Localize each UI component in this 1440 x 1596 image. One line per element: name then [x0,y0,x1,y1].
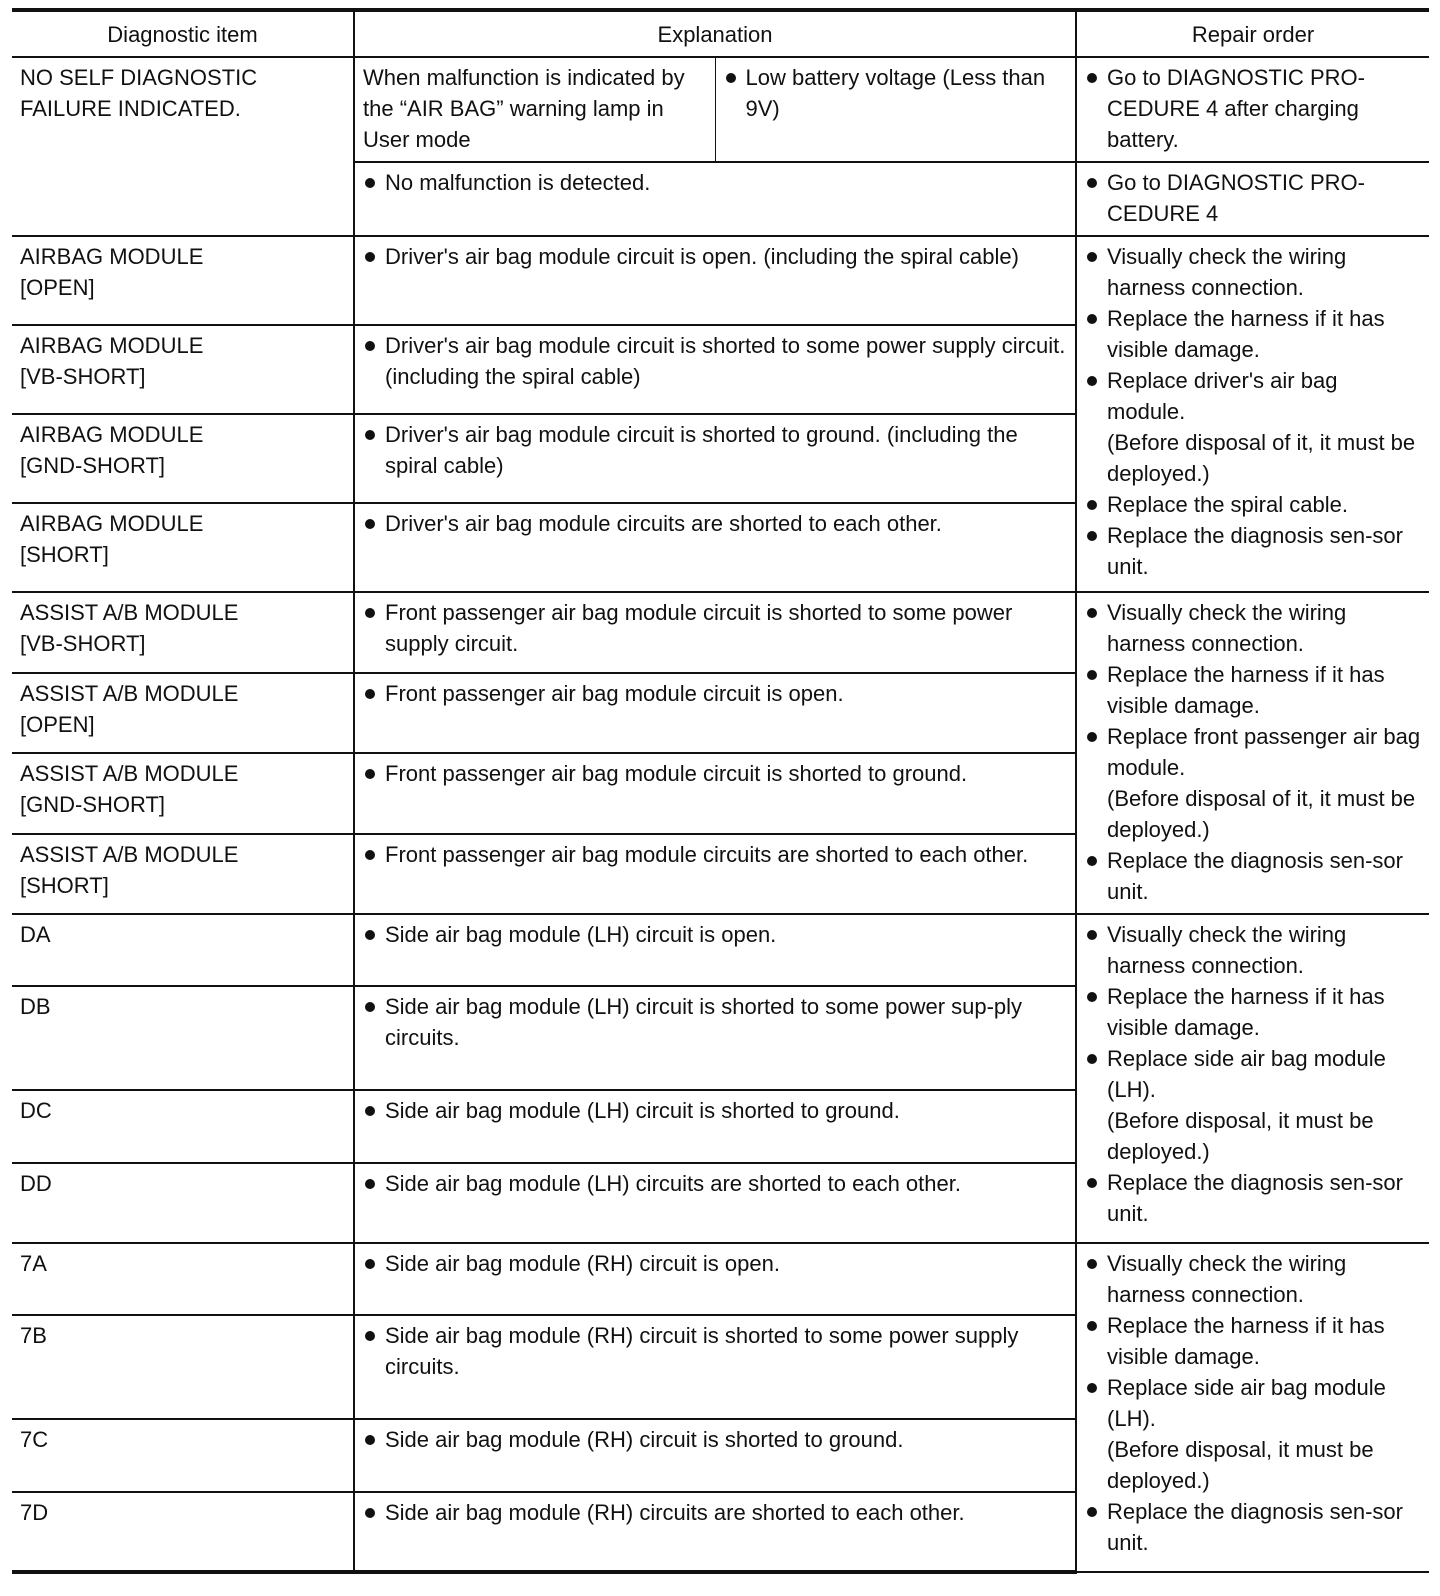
diagnostic-item-label: ASSIST A/B MODULE [GND-SHORT] [20,761,239,817]
repair-note: (Before disposal of it, it must be deployed.) [1107,430,1416,486]
bullet-icon [365,1002,375,1012]
table-row [12,57,1429,162]
diagnostic-item-label: NO SELF DIAGNOSTIC FAILURE INDICATED. [20,65,258,121]
bullet-icon [365,1508,375,1518]
diagnostic-item-cell [12,592,354,673]
repair-text: Replace the harness if it has visible damage. [1107,984,1385,1040]
bullet-icon [1087,73,1097,83]
explanation-text: Side air bag module (LH) circuit is shorted to some power sup-ply circuits. [385,994,1023,1050]
repair-text: Visually check the wiring harness connection. [1107,600,1347,656]
diagnostic-item-cell [12,414,354,503]
bullet-icon [1087,500,1097,510]
repair-text: Go to DIAGNOSTIC PRO-CEDURE 4 after charging battery. [1107,65,1365,152]
list-item [1085,303,1421,365]
explanation-text: Side air bag module (LH) circuit is open. [385,922,777,947]
diagnostic-item-cell [12,914,354,986]
bullet-icon [1087,732,1097,742]
list-item [1085,1434,1421,1496]
repair-text: Visually check the wiring harness connection. [1107,1251,1347,1307]
header-row [12,10,1429,57]
repair-order-cell [1076,236,1429,592]
list-item [363,991,1067,1053]
list-item [363,241,1067,272]
bullet-icon [365,1179,375,1189]
explanation-text: Driver's air bag module circuit is open. (including the spiral cable) [385,244,1019,269]
diagnostic-item-cell [12,57,354,236]
bullet-icon [365,769,375,779]
repair-order-cell [1076,162,1429,236]
diagnostic-item-cell [12,753,354,834]
bullet-icon [365,1106,375,1116]
explanation-text: Side air bag module (RH) circuits are shorted to each other. [385,1500,965,1525]
diagnostic-item-label: DA [20,922,51,947]
table-row [12,1243,1429,1315]
diagnostic-item-cell [12,503,354,592]
repair-text: Replace driver's air bag module. [1107,368,1338,424]
explanation-text: Front passenger air bag module circuit is open. [385,680,844,706]
repair-text: Replace the diagnosis sen-sor unit. [1107,1499,1403,1555]
bullet-icon [1087,856,1097,866]
explanation-condition-text: When malfunction is indicated by the “AIR BAG” warning lamp in User mode [363,65,685,152]
bullet-icon [1087,178,1097,188]
explanation-cell [354,325,1076,414]
list-item [363,1248,1067,1279]
list-item [363,1095,1067,1126]
bullet-icon [365,850,375,860]
repair-note: (Before disposal, it must be deployed.) [1107,1108,1374,1164]
bullet-icon [1087,376,1097,386]
bullet-icon [1087,252,1097,262]
explanation-text: Side air bag module (LH) circuit is shorted to ground. [385,1098,900,1123]
list-item [1085,1372,1421,1434]
explanation-cell [354,162,1076,236]
bullet-icon [1087,531,1097,541]
list-item [363,597,1067,659]
list-item [1085,1310,1421,1372]
diagnostic-item-label: 7D [20,1500,49,1525]
list-item [363,758,1067,789]
explanation-text: Low battery voltage (Less than 9V) [745,65,1046,121]
diagnostic-item-cell [12,1090,354,1163]
explanation-cell [354,834,1076,915]
explanation-cell [354,1492,1076,1572]
explanation-text: Side air bag module (LH) circuits are shorted to each other. [385,1171,961,1196]
list-item [724,62,1068,124]
bullet-icon [365,689,375,699]
list-item [1085,520,1421,582]
explanation-cell [354,592,1076,673]
diagnostic-item-label: AIRBAG MODULE [SHORT] [20,511,204,567]
repair-order-cell [1076,914,1429,1243]
repair-text: Replace side air bag module (LH). [1107,1046,1386,1102]
bullet-icon [1087,930,1097,940]
diagnostic-item-label: 7B [20,1323,47,1348]
repair-text: Replace front passenger air bag module. [1107,724,1421,780]
list-item [1085,659,1421,721]
list-item [1085,167,1421,229]
explanation-cell [354,753,1076,834]
bullet-icon [365,1259,375,1269]
list-item [1085,62,1421,155]
list-item [1085,1248,1421,1310]
table-row [12,914,1429,986]
diagnostic-item-cell [12,834,354,915]
bullet-icon [365,519,375,529]
list-item [1085,919,1421,981]
explanation-text: Driver's air bag module circuit is shorted to ground. (including the spiral cable) [385,422,1018,478]
bullet-icon [365,178,375,188]
table-row [12,236,1429,325]
explanation-cell [354,986,1076,1090]
bullet-icon [1087,1321,1097,1331]
explanation-cell [354,236,1076,325]
explanation-cause-cell [715,57,1076,162]
list-item [363,1497,1067,1528]
list-item [1085,427,1421,489]
explanation-cell [354,1243,1076,1315]
bullet-icon [1087,670,1097,680]
diagnostic-item-cell [12,673,354,754]
repair-text: Replace the harness if it has visible damage. [1107,662,1385,718]
diagnostic-item-cell [12,236,354,325]
bullet-icon [365,341,375,351]
header-explanation: Explanation [354,10,1076,57]
repair-text: Replace the harness if it has visible damage. [1107,306,1385,362]
repair-text: Replace side air bag module (LH). [1107,1375,1386,1431]
explanation-text: Driver's air bag module circuit is shorted to some power supply circuit. (including the spiral cable) [385,333,1066,389]
bullet-icon [365,930,375,940]
bullet-icon [1087,1259,1097,1269]
diagnostic-item-label: ASSIST A/B MODULE [OPEN] [20,680,239,737]
bullet-icon [1087,1507,1097,1517]
bullet-icon [1087,1383,1097,1393]
explanation-text: Front passenger air bag module circuit is shorted to some power supply circuit. [385,600,1013,656]
diagnostic-item-cell [12,986,354,1090]
repair-text: Visually check the wiring harness connection. [1107,244,1347,300]
list-item [1085,597,1421,659]
bullet-icon [1087,1178,1097,1188]
list-item [363,330,1067,392]
diagnostic-item-cell [12,325,354,414]
repair-note: (Before disposal of it, it must be deployed.) [1107,786,1416,842]
bullet-icon [365,1331,375,1341]
bullet-icon [365,1435,375,1445]
diagnostic-table [12,8,1429,1574]
explanation-text: Side air bag module (RH) circuit is shorted to ground. [385,1427,904,1452]
diagnostic-item-label: 7A [20,1251,47,1276]
repair-text: Visually check the wiring harness connection. [1107,922,1347,978]
explanation-cell [354,414,1076,503]
diagnostic-item-label: ASSIST A/B MODULE [VB-SHORT] [20,600,239,656]
list-item [1085,1043,1421,1105]
repair-text: Replace the diagnosis sen-sor unit. [1107,523,1403,579]
header-diagnostic-item: Diagnostic item [12,10,354,57]
bullet-icon [365,608,375,618]
explanation-text: Front passenger air bag module circuits are shorted to each other. [385,841,1029,867]
explanation-condition-cell [354,57,715,162]
list-item [1085,489,1421,520]
repair-text: Replace the diagnosis sen-sor unit. [1107,1170,1403,1226]
list-item [363,839,1067,870]
list-item [363,167,1067,198]
diagnostic-item-cell [12,1163,354,1243]
explanation-cell [354,1419,1076,1492]
list-item [1085,845,1421,907]
repair-text: Replace the diagnosis sen-sor unit. [1107,848,1403,904]
diagnostic-item-cell [12,1243,354,1315]
diagnostic-item-label: ASSIST A/B MODULE [SHORT] [20,841,239,898]
explanation-cell [354,1315,1076,1419]
repair-note: (Before disposal, it must be deployed.) [1107,1437,1374,1493]
repair-text: Replace the harness if it has visible damage. [1107,1313,1385,1369]
diagnostic-item-label: 7C [20,1427,49,1452]
explanation-cell [354,673,1076,754]
explanation-cell [354,1163,1076,1243]
diagnostic-item-label: AIRBAG MODULE [GND-SHORT] [20,422,204,478]
list-item [363,678,1067,709]
list-item [363,419,1067,481]
list-item [1085,1167,1421,1229]
explanation-text: Driver's air bag module circuits are shorted to each other. [385,511,942,536]
explanation-text: No malfunction is detected. [385,170,651,195]
repair-order-cell [1076,57,1429,162]
list-item [363,508,1067,539]
repair-text: Replace the spiral cable. [1107,492,1348,517]
explanation-cell [354,1090,1076,1163]
bullet-icon [365,252,375,262]
list-item [1085,241,1421,303]
diagnostic-item-label: DC [20,1098,52,1123]
bullet-icon [1087,314,1097,324]
list-item [363,1320,1067,1382]
diagnostic-item-cell [12,1419,354,1492]
list-item [1085,981,1421,1043]
list-item [1085,783,1421,845]
bullet-icon [365,430,375,440]
repair-text: Go to DIAGNOSTIC PRO-CEDURE 4 [1107,170,1365,226]
list-item [363,1424,1067,1455]
repair-order-cell [1076,592,1429,914]
explanation-cell [354,914,1076,986]
list-item [1085,721,1421,783]
bullet-icon [726,73,736,83]
explanation-text: Front passenger air bag module circuit is shorted to ground. [385,761,968,786]
list-item [1085,365,1421,427]
bullet-icon [1087,608,1097,618]
diagnostic-item-label: AIRBAG MODULE [VB-SHORT] [20,333,204,389]
header-repair-order: Repair order [1076,10,1429,57]
diagnostic-item-label: AIRBAG MODULE [OPEN] [20,244,204,300]
diagnostic-item-label: DB [20,994,51,1019]
table-row [12,592,1429,673]
list-item [1085,1496,1421,1558]
explanation-text: Side air bag module (RH) circuit is shorted to some power supply circuits. [385,1323,1019,1379]
repair-order-cell [1076,1243,1429,1572]
list-item [363,1168,1067,1199]
list-item [363,919,1067,950]
list-item [1085,1105,1421,1167]
diagnostic-item-label: DD [20,1171,52,1196]
diagnostic-item-cell [12,1492,354,1572]
diagnostic-item-cell [12,1315,354,1419]
explanation-cell [354,503,1076,592]
bullet-icon [1087,992,1097,1002]
bullet-icon [1087,1054,1097,1064]
explanation-text: Side air bag module (RH) circuit is open. [385,1251,780,1276]
